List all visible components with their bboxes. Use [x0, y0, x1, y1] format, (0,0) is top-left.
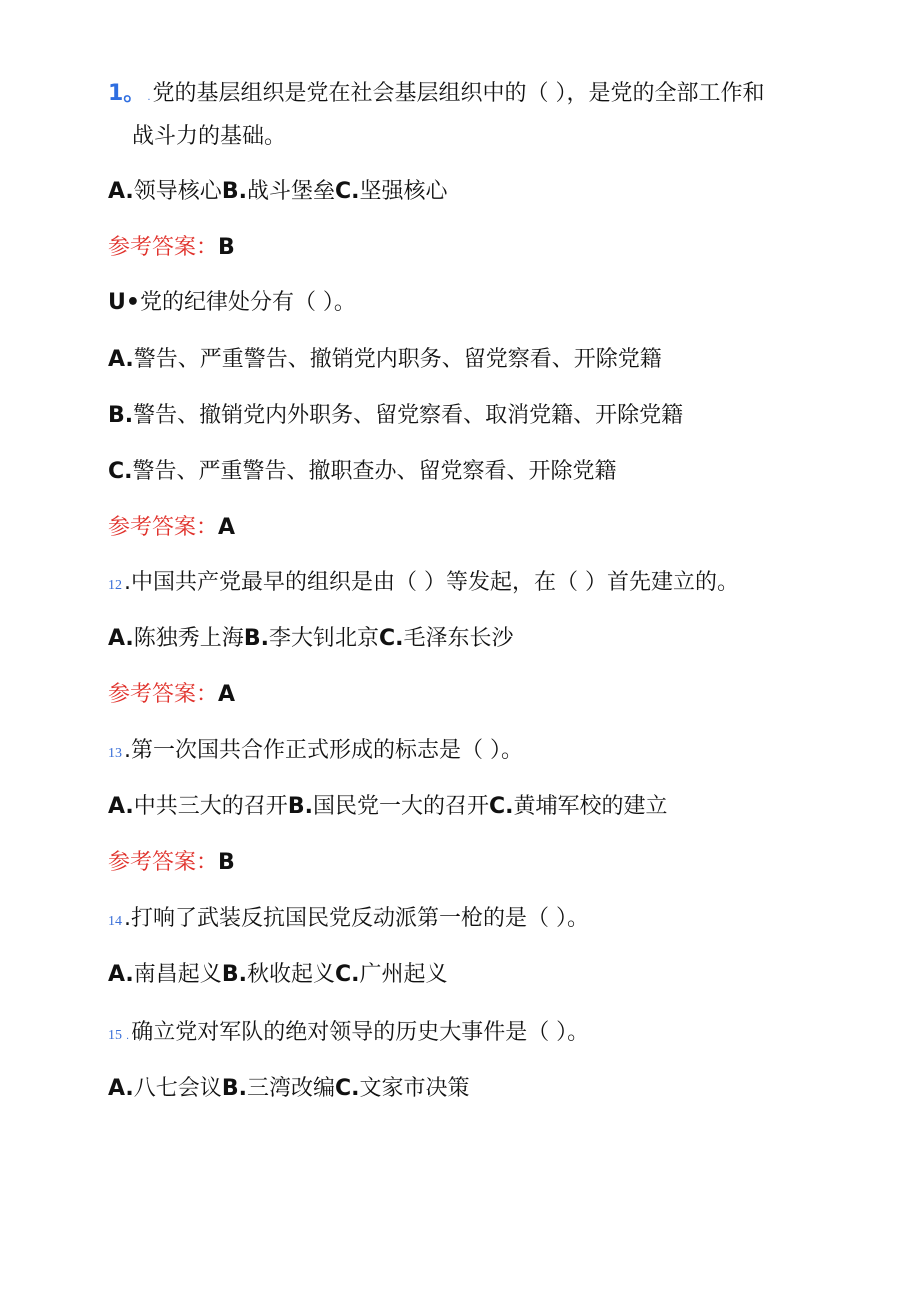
option-text: 国民党一大的召开 — [312, 794, 489, 819]
question-12-line — [108, 568, 739, 601]
option-text: 南昌起义 — [133, 962, 222, 987]
answer-value: B — [218, 235, 235, 260]
question-12-answer — [108, 680, 235, 710]
question-1-line1 — [108, 79, 765, 113]
option-text: 坚强核心 — [359, 179, 448, 204]
option-text: 李大钊北京 — [268, 626, 379, 651]
option-label: A. — [108, 626, 134, 651]
option-label: C. — [108, 459, 133, 484]
question-13-options — [108, 792, 668, 822]
option-label: C. — [334, 962, 360, 987]
question-15-text: 确立党对军队的绝对领导的历史大事件是（ ）。 — [131, 1020, 590, 1045]
option-label: C. — [334, 179, 360, 204]
answer-label: 参考答案： — [108, 850, 219, 875]
option-label: A. — [108, 179, 134, 204]
option-text: 警告、撤销党内外职务、留党察看、取消党籍、开除党籍 — [133, 403, 684, 428]
question-14-text: .打响了武装反抗国民党反动派第一枪的是（ ）。 — [124, 906, 589, 931]
option-label: B. — [243, 626, 269, 651]
option-label: A. — [108, 794, 134, 819]
question-11-text: 党的纪律处分有（ ）。 — [139, 290, 356, 315]
option-label: C. — [488, 794, 514, 819]
question-14-options — [108, 960, 448, 990]
question-11-option-a — [108, 345, 662, 375]
question-12-text: .中国共产党最早的组织是由（ ）等发起，在（ ）首先建立的。 — [124, 570, 739, 595]
question-15-options — [108, 1074, 470, 1104]
answer-value: B — [218, 850, 235, 875]
option-label: B. — [221, 1076, 247, 1101]
question-12-number: 12 — [108, 578, 122, 593]
option-label: A. — [108, 962, 134, 987]
option-text: 领导核心 — [133, 179, 222, 204]
answer-value: A — [218, 682, 236, 707]
question-15-dot: . — [126, 1031, 130, 1042]
question-1-dot: . — [147, 92, 151, 103]
option-label: A. — [108, 1076, 134, 1101]
question-15-number: 15 — [108, 1028, 122, 1043]
answer-label: 参考答案： — [108, 235, 219, 260]
question-11-option-c — [108, 457, 617, 487]
question-13-answer — [108, 848, 235, 878]
option-label: C. — [378, 626, 404, 651]
question-1-options — [108, 177, 448, 207]
option-text: 广州起义 — [359, 962, 448, 987]
option-label: B. — [287, 794, 313, 819]
option-label: C. — [334, 1076, 360, 1101]
answer-value: A — [218, 515, 236, 540]
option-text: 陈独秀上海 — [133, 626, 244, 651]
question-13-text: .第一次国共合作正式形成的标志是（ ）。 — [124, 738, 523, 763]
question-14-line — [108, 904, 589, 937]
option-label: B. — [221, 962, 247, 987]
option-text: 秋收起义 — [246, 962, 335, 987]
question-12-options — [108, 624, 514, 654]
question-1-text-line2: 战斗力的基础。 — [132, 124, 287, 149]
option-text: 中共三大的召开 — [133, 794, 288, 819]
question-1-line2 — [132, 122, 286, 152]
answer-label: 参考答案： — [108, 515, 219, 540]
question-11-number: U• — [108, 290, 140, 315]
option-text: 三湾改编 — [246, 1076, 335, 1101]
option-text: 警告、严重警告、撤销党内职务、留党察看、开除党籍 — [133, 347, 662, 372]
question-11-answer — [108, 513, 235, 543]
question-15-line — [108, 1018, 589, 1052]
question-14-number: 14 — [108, 914, 122, 929]
question-1-text-line1: 党的基层组织是党在社会基层组织中的（ ），是党的全部工作和 — [152, 81, 765, 106]
option-text: 黄埔军校的建立 — [513, 794, 668, 819]
answer-label: 参考答案： — [108, 682, 219, 707]
question-1-answer — [108, 233, 235, 263]
question-13-line — [108, 736, 523, 769]
option-text: 毛泽东长沙 — [403, 626, 514, 651]
question-11-line — [108, 288, 356, 318]
question-11-option-b — [108, 401, 683, 431]
option-text: 警告、严重警告、撤职查办、留党察看、开除党籍 — [132, 459, 617, 484]
option-label: B. — [108, 403, 134, 428]
question-13-number: 13 — [108, 746, 122, 761]
option-label: B. — [221, 179, 247, 204]
option-text: 战斗堡垒 — [246, 179, 335, 204]
question-1-number: 1。 — [108, 81, 146, 106]
option-text: 文家市决策 — [359, 1076, 470, 1101]
option-text: 八七会议 — [133, 1076, 222, 1101]
option-label: A. — [108, 347, 134, 372]
